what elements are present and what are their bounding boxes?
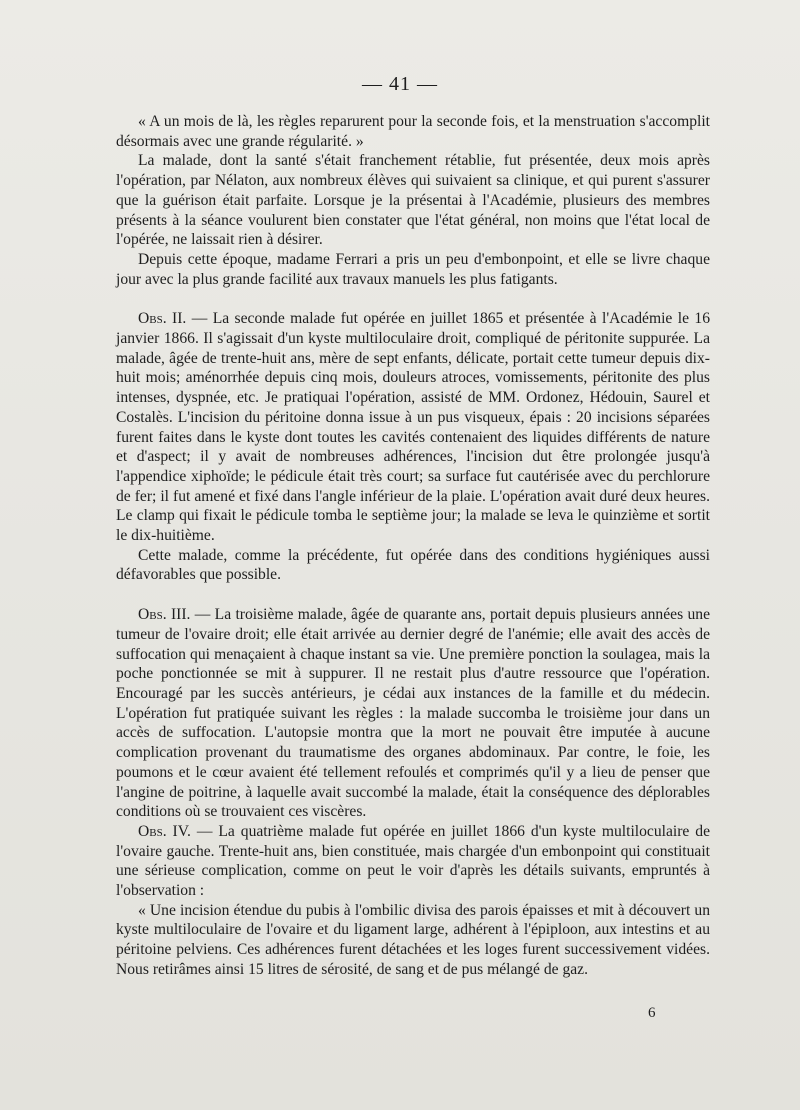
- signature-mark: 6: [648, 1005, 656, 1021]
- observation-label: Obs. IV.: [138, 822, 191, 840]
- paragraph-text: Cette malade, comme la précédente, fut opérée dans des conditions hygiéniques aussi défavorables que possible.: [116, 546, 710, 584]
- paragraph-text: La malade, dont la santé s'était franchement rétablie, fut présentée, deux mois après l'opération, par Nélaton, aux nombreux élèves qui suivaient sa clinique, et qui purent s'assurer que la guérison était parfaite. Lorsque je la présentai à l'Académie, plusieurs des membres présents à la séance voulurent bien constater que l'état général, non moins que l'état local de l'opérée, ne laissait rien à désirer.: [116, 152, 710, 249]
- paragraph-quote-incision: [116, 901, 710, 980]
- paragraph-text: Depuis cette époque, madame Ferrari a pris un peu d'embonpoint, et elle se livre chaque jour avec la plus grande facilité aux travaux manuels les plus fatigants.: [116, 250, 710, 288]
- paragraph-obs-3: [116, 605, 710, 822]
- paragraph-since-then: [116, 250, 710, 289]
- paragraph-recovery: [116, 151, 710, 250]
- paragraph-obs-4: [116, 822, 710, 901]
- paragraph-text: — La seconde malade fut opérée en juillet 1865 et présentée à l'Académie le 16 janvier 1866. Il s'agissait d'un kyste multiloculaire droit, compliqué de péritonite suppurée. La malade, âgée de trente-huit ans, mère de sept enfants, délicate, portait cette tumeur depuis dix-huit mois; aménorrhée depuis cinq mois, douleurs atroces, vomissements, péritonite des plus intenses, dyspnée, etc. Je pratiquai l'opération, assisté de MM. Ordonez, Hédouin, Saurel et Costalès. L'incision du péritoine donna issue à un pus visqueux, épais : 20 incisions séparées furent faites dans le kyste dont toutes les cavités contenaient des liquides différents de nature et d'aspect; il y avait de nombreuses adhérences, l'incision dut être prolongée jusqu'à l'appendice xiphoïde; le pédicule était très court; sa surface fut cautérisée avec du perchlorure de fer; il fut amené et fixé dans l'angle inférieur de la plaie. L'opération avait duré deux heures. Le clamp qui fixait le pédicule tomba le septième jour; la malade se leva le quinzième et sortit le dix-huitième.: [116, 310, 710, 545]
- body-text: [116, 112, 710, 980]
- page-number: — 41 —: [362, 73, 438, 95]
- paragraph-obs-2: [116, 309, 710, 545]
- paragraph-hygiene: [116, 546, 710, 585]
- paragraph-text: « A un mois de là, les règles reparurent pour la seconde fois, et la menstruation s'accomplit désormais avec une grande régularité. »: [116, 113, 710, 150]
- paragraph-text: — La troisième malade, âgée de quarante ans, portait depuis plusieurs années une tumeur de l'ovaire droit; elle était arrivée au dernier degré de l'anémie; elle avait des accès de suffocation qui menaçaient à chaque instant sa vie. Une première ponction la soulagea, mais la poche ponctionnée se mit à suppurer. Il ne restait plus d'autre ressource que l'opération. Encouragé par les succès antérieurs, je cédai aux instances de la famille et du médecin. L'opération fut pratiquée suivant les règles : la malade succomba le troisième jour dans un accès de suffocation. L'autopsie montra que la mort ne pouvait être imputée à aucune complication provenant du traumatisme des organes abdominaux. Par contre, le foie, les poumons et le cœur avaient été tellement refoulés et comprimés qu'il y a lieu de penser que l'angine de poitrine, à laquelle avait succombé la malade, était la conséquence des déplorables conditions où se trouvaient ces viscères.: [116, 606, 710, 821]
- observation-label: Obs. III.: [138, 606, 191, 624]
- paragraph-text: — La quatrième malade fut opérée en juillet 1866 d'un kyste multiloculaire de l'ovaire gauche. Trente-huit ans, bien constituée, mais chargée d'un embonpoint qui constituait une sérieuse complication, comme on peut le voir d'après les détails suivants, empruntés à l'observation :: [116, 822, 710, 900]
- observation-label: Obs. II.: [138, 310, 187, 328]
- paragraph-text: « Une incision étendue du pubis à l'ombilic divisa des parois épaisses et mit à découvert un kyste multiloculaire de l'ovaire et du ligament large, adhérent à l'épiploon, aux intestins et au péritoine pelviens. Ces adhérences furent détachées et les loges furent successivement vidées. Nous retirâmes ainsi 15 litres de sérosité, de sang et de pus mélangé de gaz.: [116, 901, 710, 978]
- paragraph-quote-menstruation: [116, 112, 710, 151]
